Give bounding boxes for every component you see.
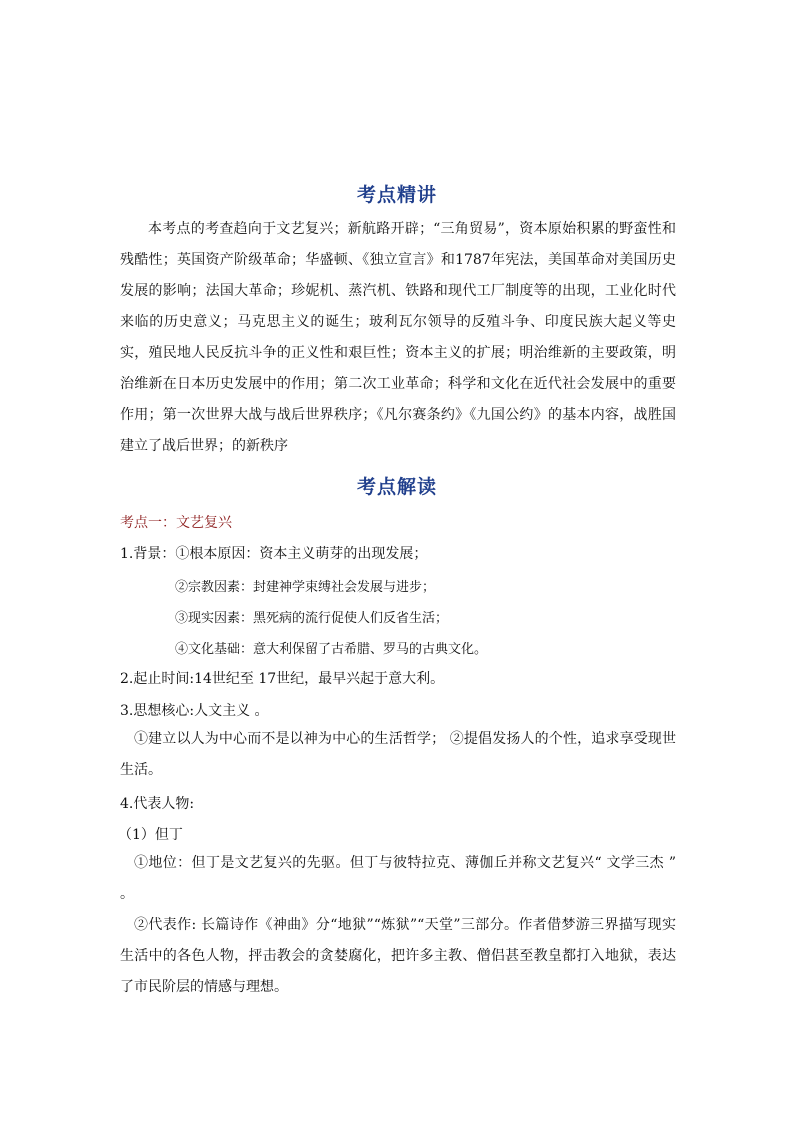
background-item-4: ④文化基础：意大利保留了古希腊、罗马的古典文化。: [175, 642, 488, 657]
dante-status: ①地位：但丁是文艺复兴的先驱。但丁与彼特拉克、薄伽丘并称文艺复兴“ 文学三杰 ” 。: [120, 855, 676, 902]
intro-text: 本考点的考查趋向于文艺复兴；新航路开辟；“三角贸易”，资本原始积累的野蛮性和残酷性；英国资产阶级革命；华盛顿、《独立宣言》和1787年宪法，美国革命对美国历史发展的影响；法国大革命；珍妮机、蒸汽机、铁路和现代工厂制度等的出现，工业化时代来临的历史意义；马克思主义的诞生；玻利瓦尔领导的反殖斗争、印度民族大起义等史实，殖民地人民反抗斗争的正义性和艰巨性；资本主义的扩展；明治维新的主要政策，明治维新在日本历史发展中的作用；第二次工业革命；科学和文化在近代社会发展中的重要作用；第一次世界大战与战后世界秩序；《凡尔赛条约》《九国公约》的基本内容，战胜国建立了战后世界；的新秩序: [120, 221, 676, 454]
dante-work-paragraph: [120, 910, 676, 1003]
section-title-key-points: 考点精讲: [356, 184, 437, 206]
core-detail-paragraph: [120, 724, 676, 786]
dante-label: （1）但丁: [118, 827, 183, 843]
time-line: 2.起止时间:14世纪至 17世纪，最早兴起于意大利。: [120, 671, 445, 687]
dante-work: ②代表作: 长篇诗作《神曲》分“地狱”“炼狱”“天堂”三部分。作者借梦游三界描写现实生活中的各色人物，抨击教会的贪婪腐化，把许多主教、僧侣甚至教皇都打入地狱，表达了市民阶层的情感与理想。: [120, 917, 676, 995]
section-title-interpretation: 考点解读: [356, 476, 437, 498]
background-item-2: ②宗教因素：封建神学束缚社会发展与进步；: [175, 580, 436, 595]
background-item-3: ③现实因素：黑死病的流行促使人们反省生活；: [175, 611, 449, 626]
background-label: 1.背景：: [120, 546, 176, 562]
figures-label: 4.代表人物:: [120, 796, 195, 812]
core-detail: ①建立以人为中心而不是以神为中心的生活哲学； ②提倡发扬人的个性，追求享受现世生活。: [120, 731, 676, 778]
point-heading: 考点一：文艺复兴: [120, 515, 232, 531]
core-line: 3.思想核心:人文主义 。: [120, 703, 269, 719]
dante-status-paragraph: [120, 848, 676, 910]
background-item-1: ①根本原因：资本主义萌芽的出现发展；: [175, 546, 428, 562]
background-row: [120, 543, 427, 563]
intro-paragraph: [120, 214, 676, 462]
